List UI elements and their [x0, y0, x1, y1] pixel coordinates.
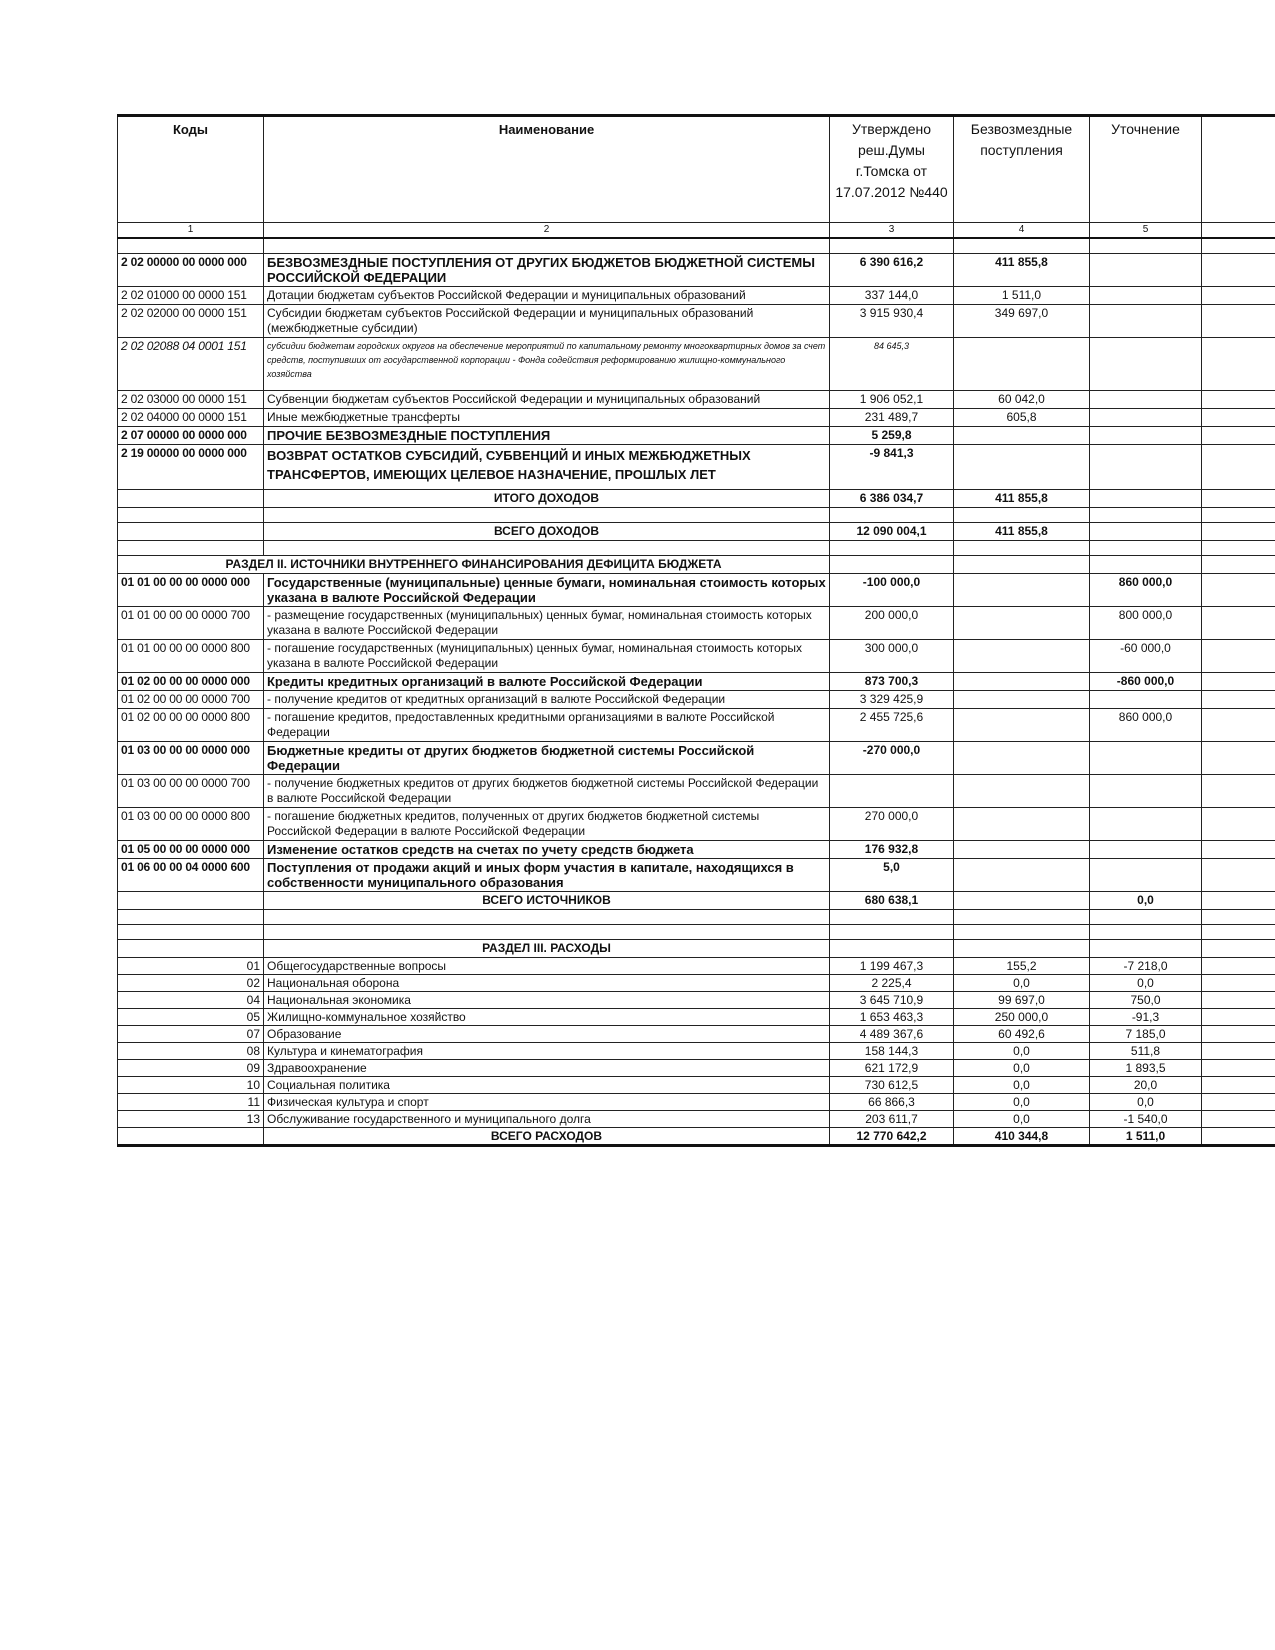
table-row [118, 1043, 1275, 1060]
row-refinement: 1 893,5 [1090, 1060, 1202, 1077]
row-approved: 2 225,4 [830, 975, 954, 992]
row-gratuitous [954, 841, 1090, 859]
row-name: Поступления от продажи акций и иных форм участия в капитале, находящихся в собственности муниципального образования [264, 859, 830, 892]
table-row [118, 709, 1275, 742]
row-approved: 3 645 710,9 [830, 992, 954, 1009]
row-name: Обслуживание государственного и муниципального долга [264, 1111, 830, 1128]
table-row [118, 391, 1275, 409]
table-row [118, 574, 1275, 607]
col-number: 4 [954, 223, 1090, 239]
col-number: 1 [118, 223, 264, 239]
row-gratuitous: 0,0 [954, 1111, 1090, 1128]
table-row [118, 841, 1275, 859]
section-2-row [118, 556, 1275, 574]
row-refinement [1090, 254, 1202, 287]
row-code: 2 02 04000 00 0000 151 [118, 409, 264, 427]
row-code: 13 [118, 1111, 264, 1128]
row-approved: 1 199 467,3 [830, 958, 954, 975]
table-row [118, 992, 1275, 1009]
total-income-gratuitous: 411 855,8 [954, 490, 1090, 508]
row-name: - получение бюджетных кредитов от других бюджетов бюджетной системы Российской Федерации в валюте Российской Федерации [264, 775, 830, 808]
row-name: ПРОЧИЕ БЕЗВОЗМЕЗДНЫЕ ПОСТУПЛЕНИЯ [264, 427, 830, 445]
total-sources-label: ВСЕГО ИСТОЧНИКОВ [264, 892, 830, 910]
row-gratuitous [954, 859, 1090, 892]
row-code: 01 01 00 00 00 0000 700 [118, 607, 264, 640]
row-code: 08 [118, 1043, 264, 1060]
row-approved: -270 000,0 [830, 742, 954, 775]
row-approved: 66 866,3 [830, 1094, 954, 1111]
spacer-row [118, 541, 1275, 556]
total-sources-row [118, 892, 1275, 910]
row-name: Субсидии бюджетам субъектов Российской Федерации и муниципальных образований (межбюджетные субсидии) [264, 305, 830, 338]
table-row [118, 742, 1275, 775]
row-gratuitous [954, 691, 1090, 709]
total-income-label: ИТОГО ДОХОДОВ [264, 490, 830, 508]
row-gratuitous [954, 338, 1090, 391]
table-row [118, 1009, 1275, 1026]
row-gratuitous [954, 808, 1090, 841]
col-number: 5 [1090, 223, 1202, 239]
row-approved: 176 932,8 [830, 841, 954, 859]
row-approved: 300 000,0 [830, 640, 954, 673]
row-approved: 270 000,0 [830, 808, 954, 841]
row-approved: 3 329 425,9 [830, 691, 954, 709]
section-2-title: РАЗДЕЛ II. ИСТОЧНИКИ ВНУТРЕННЕГО ФИНАНСИРОВАНИЯ ДЕФИЦИТА БЮДЖЕТА [118, 556, 830, 574]
header-next-column [1202, 116, 1275, 223]
header-row [118, 116, 1275, 223]
row-code: 02 [118, 975, 264, 992]
row-name: ВОЗВРАТ ОСТАТКОВ СУБСИДИЙ, СУБВЕНЦИЙ И ИНЫХ МЕЖБЮДЖЕТНЫХ ТРАНСФЕРТОВ, ИМЕЮЩИХ ЦЕЛЕВОЕ НАЗНАЧЕНИЕ, ПРОШЛЫХ ЛЕТ [264, 445, 830, 490]
total-expenses-approved: 12 770 642,2 [830, 1128, 954, 1146]
grand-income-row [118, 523, 1275, 541]
header-approved: Утверждено реш.Думы г.Томска от 17.07.2012 №440 [830, 116, 954, 223]
total-income-approved: 6 386 034,7 [830, 490, 954, 508]
row-approved: 2 455 725,6 [830, 709, 954, 742]
row-refinement [1090, 287, 1202, 305]
total-sources-approved: 680 638,1 [830, 892, 954, 910]
row-approved: 5,0 [830, 859, 954, 892]
row-refinement: 7 185,0 [1090, 1026, 1202, 1043]
total-income-refinement [1090, 490, 1202, 508]
row-name: Иные межбюджетные трансферты [264, 409, 830, 427]
row-gratuitous: 1 511,0 [954, 287, 1090, 305]
row-refinement: 860 000,0 [1090, 709, 1202, 742]
row-refinement: -860 000,0 [1090, 673, 1202, 691]
row-approved: 203 611,7 [830, 1111, 954, 1128]
table-row [118, 427, 1275, 445]
row-refinement [1090, 305, 1202, 338]
row-refinement [1090, 808, 1202, 841]
row-approved: -100 000,0 [830, 574, 954, 607]
table-row [118, 1094, 1275, 1111]
row-name: Дотации бюджетам субъектов Российской Федерации и муниципальных образований [264, 287, 830, 305]
row-gratuitous: 0,0 [954, 1094, 1090, 1111]
row-code: 2 02 02000 00 0000 151 [118, 305, 264, 338]
row-name: Национальная оборона [264, 975, 830, 992]
row-code: 01 [118, 958, 264, 975]
total-expenses-gratuitous: 410 344,8 [954, 1128, 1090, 1146]
row-refinement [1090, 742, 1202, 775]
row-approved: 5 259,8 [830, 427, 954, 445]
total-sources-gratuitous [954, 892, 1090, 910]
col-number [1202, 223, 1275, 239]
row-code: 01 02 00 00 00 0000 800 [118, 709, 264, 742]
spacer-row [118, 910, 1275, 925]
row-name: - погашение кредитов, предоставленных кредитными организациями в валюте Российской Федерации [264, 709, 830, 742]
section-3-title: РАЗДЕЛ III. РАСХОДЫ [264, 940, 830, 958]
row-gratuitous: 99 697,0 [954, 992, 1090, 1009]
table-row [118, 1026, 1275, 1043]
table-row [118, 975, 1275, 992]
row-refinement: -60 000,0 [1090, 640, 1202, 673]
row-code: 01 02 00 00 00 0000 000 [118, 673, 264, 691]
table-row [118, 445, 1275, 490]
header-refinement: Уточнение [1090, 116, 1202, 223]
row-gratuitous [954, 607, 1090, 640]
row-name: - получение кредитов от кредитных организаций в валюте Российской Федерации [264, 691, 830, 709]
row-name: - размещение государственных (муниципальных) ценных бумаг, номинальная стоимость которых указана в валюте Российской Федерации [264, 607, 830, 640]
row-refinement: 800 000,0 [1090, 607, 1202, 640]
row-refinement [1090, 427, 1202, 445]
row-code: 01 02 00 00 00 0000 700 [118, 691, 264, 709]
total-sources-refinement: 0,0 [1090, 892, 1202, 910]
row-name: Национальная экономика [264, 992, 830, 1009]
total-expenses-label: ВСЕГО РАСХОДОВ [264, 1128, 830, 1146]
spacer-row [118, 508, 1275, 523]
row-name: Бюджетные кредиты от других бюджетов бюджетной системы Российской Федерации [264, 742, 830, 775]
row-refinement [1090, 409, 1202, 427]
table-row [118, 254, 1275, 287]
total-expenses-refinement: 1 511,0 [1090, 1128, 1202, 1146]
row-gratuitous: 0,0 [954, 1077, 1090, 1094]
row-name: Образование [264, 1026, 830, 1043]
row-code: 2 02 00000 00 0000 000 [118, 254, 264, 287]
row-code: 05 [118, 1009, 264, 1026]
row-name: Изменение остатков средств на счетах по учету средств бюджета [264, 841, 830, 859]
table-row [118, 808, 1275, 841]
row-code: 01 03 00 00 00 0000 000 [118, 742, 264, 775]
row-code: 2 02 03000 00 0000 151 [118, 391, 264, 409]
row-code: 01 03 00 00 00 0000 800 [118, 808, 264, 841]
row-refinement [1090, 691, 1202, 709]
row-refinement [1090, 445, 1202, 490]
row-name: Социальная политика [264, 1077, 830, 1094]
grand-income-refinement [1090, 523, 1202, 541]
table-row [118, 305, 1275, 338]
table-row [118, 1111, 1275, 1128]
row-approved: 873 700,3 [830, 673, 954, 691]
row-approved: 6 390 616,2 [830, 254, 954, 287]
spacer-row [118, 925, 1275, 940]
row-code: 11 [118, 1094, 264, 1111]
table-row [118, 640, 1275, 673]
row-gratuitous [954, 742, 1090, 775]
row-gratuitous: 0,0 [954, 975, 1090, 992]
row-refinement [1090, 338, 1202, 391]
table-row [118, 338, 1275, 391]
row-approved: 158 144,3 [830, 1043, 954, 1060]
row-name: Культура и кинематография [264, 1043, 830, 1060]
row-approved: 3 915 930,4 [830, 305, 954, 338]
row-code: 01 05 00 00 00 0000 000 [118, 841, 264, 859]
row-refinement [1090, 841, 1202, 859]
row-refinement [1090, 391, 1202, 409]
row-code: 01 06 00 00 04 0000 600 [118, 859, 264, 892]
row-gratuitous [954, 673, 1090, 691]
row-name: Субвенции бюджетам субъектов Российской Федерации и муниципальных образований [264, 391, 830, 409]
table-row [118, 958, 1275, 975]
row-code: 2 02 02088 04 0001 151 [118, 338, 264, 391]
row-gratuitous: 0,0 [954, 1043, 1090, 1060]
row-name: - погашение бюджетных кредитов, полученных от других бюджетов бюджетной системы Российской Федерации в валюте Российской Федерации [264, 808, 830, 841]
row-refinement: 750,0 [1090, 992, 1202, 1009]
table-row [118, 673, 1275, 691]
row-name: Здравоохранение [264, 1060, 830, 1077]
row-code: 01 03 00 00 00 0000 700 [118, 775, 264, 808]
row-name: Физическая культура и спорт [264, 1094, 830, 1111]
row-gratuitous: 349 697,0 [954, 305, 1090, 338]
row-code: 04 [118, 992, 264, 1009]
row-approved: 231 489,7 [830, 409, 954, 427]
row-gratuitous [954, 775, 1090, 808]
row-gratuitous: 155,2 [954, 958, 1090, 975]
row-approved: 621 172,9 [830, 1060, 954, 1077]
row-refinement: 860 000,0 [1090, 574, 1202, 607]
col-number: 3 [830, 223, 954, 239]
column-numbers-row [118, 223, 1275, 239]
row-refinement: 0,0 [1090, 1094, 1202, 1111]
row-name: субсидии бюджетам городских округов на обеспечение мероприятий по капитальному ремонту многоквартирных домов за счет средств, поступивших от государственной корпорации - Фонда содействия реформированию жилищно-коммунального хозяйства [264, 338, 830, 391]
row-refinement: 511,8 [1090, 1043, 1202, 1060]
row-name: БЕЗВОЗМЕЗДНЫЕ ПОСТУПЛЕНИЯ ОТ ДРУГИХ БЮДЖЕТОВ БЮДЖЕТНОЙ СИСТЕМЫ РОССИЙСКОЙ ФЕДЕРАЦИИ [264, 254, 830, 287]
row-code: 07 [118, 1026, 264, 1043]
table-row [118, 775, 1275, 808]
table-row [118, 287, 1275, 305]
row-code: 2 02 01000 00 0000 151 [118, 287, 264, 305]
header-name: Наименование [264, 116, 830, 223]
row-name: Общегосударственные вопросы [264, 958, 830, 975]
table-row [118, 409, 1275, 427]
col-number: 2 [264, 223, 830, 239]
row-approved: 84 645,3 [830, 338, 954, 391]
row-approved [830, 775, 954, 808]
row-gratuitous: 605,8 [954, 409, 1090, 427]
row-gratuitous [954, 640, 1090, 673]
row-approved: -9 841,3 [830, 445, 954, 490]
row-gratuitous: 60 492,6 [954, 1026, 1090, 1043]
row-refinement: -1 540,0 [1090, 1111, 1202, 1128]
row-name: Кредиты кредитных организаций в валюте Российской Федерации [264, 673, 830, 691]
budget-table [117, 114, 1275, 1147]
row-approved: 200 000,0 [830, 607, 954, 640]
header-gratuitous: Безвозмездные поступления [954, 116, 1090, 223]
total-income-row [118, 490, 1275, 508]
row-refinement [1090, 859, 1202, 892]
row-code: 2 19 00000 00 0000 000 [118, 445, 264, 490]
row-name: Жилищно-коммунальное хозяйство [264, 1009, 830, 1026]
row-code: 01 01 00 00 00 0000 800 [118, 640, 264, 673]
row-refinement: 0,0 [1090, 975, 1202, 992]
row-name: - погашение государственных (муниципальных) ценных бумаг, номинальная стоимость которых указана в валюте Российской Федерации [264, 640, 830, 673]
row-refinement [1090, 775, 1202, 808]
row-refinement: -91,3 [1090, 1009, 1202, 1026]
row-code: 10 [118, 1077, 264, 1094]
table-row [118, 1077, 1275, 1094]
row-refinement: 20,0 [1090, 1077, 1202, 1094]
row-approved: 4 489 367,6 [830, 1026, 954, 1043]
table-row [118, 691, 1275, 709]
row-gratuitous [954, 427, 1090, 445]
table-row [118, 607, 1275, 640]
grand-income-gratuitous: 411 855,8 [954, 523, 1090, 541]
row-refinement: -7 218,0 [1090, 958, 1202, 975]
row-approved: 1 653 463,3 [830, 1009, 954, 1026]
total-expenses-row [118, 1128, 1275, 1146]
row-code: 09 [118, 1060, 264, 1077]
budget-sheet [117, 114, 1275, 1147]
header-codes: Коды [118, 116, 264, 223]
row-gratuitous: 250 000,0 [954, 1009, 1090, 1026]
row-name: Государственные (муниципальные) ценные бумаги, номинальная стоимость которых указана в валюте Российской Федерации [264, 574, 830, 607]
row-approved: 1 906 052,1 [830, 391, 954, 409]
row-gratuitous [954, 709, 1090, 742]
row-code: 2 07 00000 00 0000 000 [118, 427, 264, 445]
row-gratuitous: 0,0 [954, 1060, 1090, 1077]
row-approved: 337 144,0 [830, 287, 954, 305]
section-3-row [118, 940, 1275, 958]
row-code: 01 01 00 00 00 0000 000 [118, 574, 264, 607]
grand-income-label: ВСЕГО ДОХОДОВ [264, 523, 830, 541]
row-approved: 730 612,5 [830, 1077, 954, 1094]
grand-income-approved: 12 090 004,1 [830, 523, 954, 541]
row-gratuitous [954, 574, 1090, 607]
table-row [118, 1060, 1275, 1077]
row-gratuitous [954, 445, 1090, 490]
row-gratuitous: 411 855,8 [954, 254, 1090, 287]
row-gratuitous: 60 042,0 [954, 391, 1090, 409]
table-row [118, 859, 1275, 892]
spacer-row [118, 238, 1275, 254]
